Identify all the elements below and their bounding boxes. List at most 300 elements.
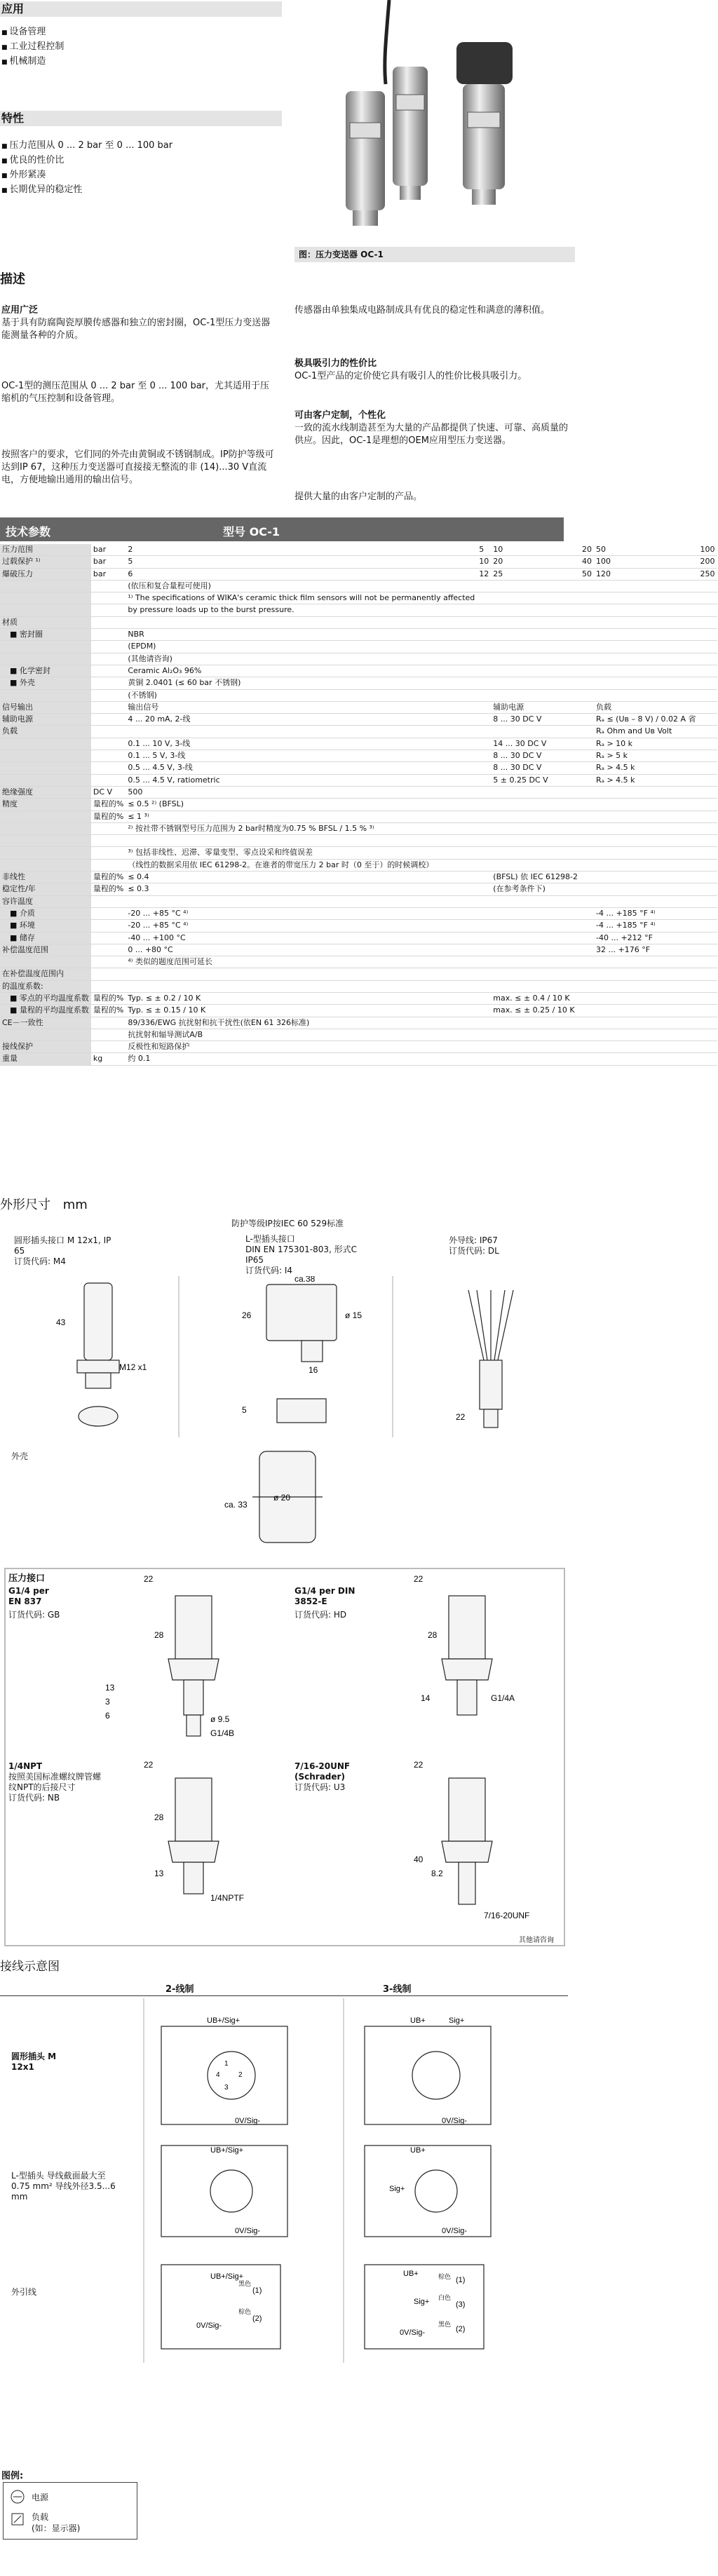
spec-cell: 500 [126, 786, 477, 798]
spec-table [0, 544, 717, 1066]
dim-15: ø 15 [345, 1310, 363, 1320]
spec-cell: 材质 [0, 616, 91, 628]
spec-cell [594, 859, 698, 871]
spec-cell: 0.5 ... 4.5 V, ratiometric [126, 774, 477, 786]
spec-cell [491, 653, 580, 665]
spec-cell [491, 786, 580, 798]
dim-26: 26 [242, 1310, 252, 1320]
spec-row [0, 822, 717, 834]
spec-cell [0, 689, 91, 701]
spec-cell [594, 980, 698, 992]
wiring-col-3: 3-线制 [383, 1984, 412, 1995]
spec-cell [91, 1017, 126, 1029]
dim-8-2: 8.2 [431, 1869, 443, 1878]
spec-cell: -20 ... +85 °C ⁴⁾ [126, 907, 477, 919]
spec-row [0, 556, 717, 568]
dim-22-c: 22 [144, 1760, 154, 1770]
npt-label: 1/4NPT [8, 1761, 43, 1771]
spec-cell [580, 907, 594, 919]
spec-cell [698, 1041, 717, 1053]
spec-cell [698, 592, 717, 604]
spec-cell [477, 956, 491, 968]
spec-cell [0, 811, 91, 822]
spec-cell [698, 883, 717, 895]
spec-cell: CE－一致性 [0, 1017, 91, 1029]
spec-cell: 0.1 ... 10 V, 3-线 [126, 738, 477, 750]
spec-cell [91, 895, 126, 907]
spec-cell [126, 616, 477, 628]
spec-cell: 补偿温度范围 [0, 944, 91, 956]
list-item: ■ 机械制造 [1, 55, 64, 69]
unf-note: 其他请咨询 [519, 1937, 554, 1944]
spec-cell: 5 [126, 556, 477, 568]
spec-cell [580, 738, 594, 750]
spec-cell [126, 968, 477, 980]
desc-right-3-heading: 可由客户定制，个性化 [294, 410, 386, 421]
dim-m12: M12 x1 [119, 1362, 147, 1372]
spec-cell [0, 956, 91, 968]
spec-cell [580, 604, 594, 616]
spec-cell [580, 1053, 594, 1065]
spec-cell [91, 774, 126, 786]
spec-cell: ■ 量程的平均温度系数 [0, 1005, 91, 1017]
dim-5: 5 [242, 1405, 247, 1415]
cable-label: 外导线: IP67 [449, 1235, 498, 1245]
wire-brown-a: 棕色 [238, 2308, 252, 2315]
dim-g14a: G1/4A [491, 1693, 515, 1703]
spec-cell [477, 677, 491, 689]
spec-cell [91, 859, 126, 871]
spec-cell [477, 907, 491, 919]
spec-cell: 20 [491, 556, 580, 568]
spec-cell: ≤ 0.3 [126, 883, 477, 895]
spec-cell [580, 799, 594, 811]
spec-cell [477, 847, 491, 859]
din-ip: IP65 [245, 1255, 264, 1265]
wiring-sig-2: Sig+ [389, 2185, 405, 2193]
pconn-title: 压力接口 [8, 1573, 46, 1584]
dim-22-d: 22 [414, 1760, 424, 1770]
spec-cell [580, 1017, 594, 1029]
spec-row [0, 1029, 717, 1040]
spec-cell: 量程的% [91, 883, 126, 895]
spec-cell [126, 895, 477, 907]
wiring-sig-3: Sig+ [414, 2298, 430, 2306]
spec-cell [477, 895, 491, 907]
spec-cell [580, 932, 594, 944]
spec-cell [594, 665, 698, 677]
legend-supply: 电源 [32, 2493, 49, 2502]
wiring-title: 接线示意图 [0, 1960, 60, 1974]
spec-row [0, 726, 717, 738]
spec-cell [698, 895, 717, 907]
spec-cell: Rₐ Ohm and Uв Volt [594, 726, 698, 738]
spec-cell [580, 653, 594, 665]
spec-cell: ¹⁾ The specifications of WIKA's ceramic thick film sensors will not be permanently affected [126, 592, 477, 604]
spec-cell [698, 714, 717, 726]
spec-cell: 8 ... 30 DC V [491, 714, 580, 726]
spec-cell [91, 677, 126, 689]
spec-row [0, 1017, 717, 1029]
npt-note: 按照美国标准螺纹牌管螺纹NPT的后接尺寸 [8, 1772, 102, 1792]
unf-label: 7/16-20UNF (Schrader) [294, 1761, 351, 1782]
spec-cell [477, 1017, 491, 1029]
connector-drawings [0, 1276, 568, 1444]
spec-cell [580, 944, 594, 956]
spec-cell [126, 726, 477, 738]
spec-cell [491, 604, 580, 616]
spec-cell [91, 641, 126, 653]
spec-cell: 5 ± 0.25 DC V [491, 774, 580, 786]
wiring-header [0, 1981, 568, 1996]
spec-cell: 32 ... +176 °F [594, 944, 698, 956]
spec-cell: -4 ... +185 °F ⁴⁾ [594, 920, 698, 932]
spec-cell: 0.1 ... 5 V, 3-线 [126, 750, 477, 762]
list-item: ■ 优良的性价比 [1, 154, 172, 168]
spec-cell: 250 [698, 568, 717, 580]
dim-28-c: 28 [154, 1812, 164, 1822]
spec-cell [698, 665, 717, 677]
desc-app-text: 基于具有防腐陶瓷厚膜传感器和独立的密封圈，OC-1型压力变送器能测量各种的介质。 [1, 318, 271, 341]
spec-cell [477, 714, 491, 726]
spec-cell [580, 1029, 594, 1040]
dim-20: ø 20 [273, 1493, 291, 1503]
spec-cell [580, 847, 594, 859]
din-label-2: DIN EN 175301-803, 形式C [245, 1245, 357, 1254]
spec-cell [0, 592, 91, 604]
spec-row [0, 616, 717, 628]
wiring-ovsig-3: 0V/Sig- [196, 2321, 222, 2330]
spec-cell [91, 968, 126, 980]
spec-cell [491, 920, 580, 932]
spec-cell [491, 932, 580, 944]
spec-cell: 信号输出 [0, 701, 91, 713]
list-item: ■ 工业过程控制 [1, 40, 64, 55]
spec-cell: 抗扰射和辐导测试A/B [126, 1029, 477, 1040]
spec-cell: 的温度系数: [0, 980, 91, 992]
spec-row [0, 835, 717, 847]
spec-row [0, 762, 717, 774]
list-item: ■ 设备管理 [1, 25, 64, 40]
spec-cell [580, 665, 594, 677]
spec-cell [91, 944, 126, 956]
spec-cell [91, 750, 126, 762]
spec-cell: 负载 [594, 701, 698, 713]
spec-cell: 14 ... 30 DC V [491, 738, 580, 750]
spec-cell: 爆破压力 [0, 568, 91, 580]
housing-drawing [210, 1444, 379, 1564]
spec-cell [698, 677, 717, 689]
spec-cell [91, 847, 126, 859]
spec-cell [91, 616, 126, 628]
legend-title: 图例: [1, 2471, 24, 2481]
spec-cell [491, 1017, 580, 1029]
spec-cell: -4 ... +185 °F ⁴⁾ [594, 907, 698, 919]
spec-cell [580, 895, 594, 907]
spec-cell [91, 1029, 126, 1040]
spec-cell [594, 835, 698, 847]
features-header: 特性 [0, 111, 282, 126]
spec-row [0, 872, 717, 883]
dim-6: 6 [105, 1711, 110, 1721]
spec-cell: 5 [477, 544, 491, 556]
spec-cell: 量程的% [91, 799, 126, 811]
spec-cell [580, 592, 594, 604]
wiring-ub-2: UB+ [410, 2146, 426, 2155]
wiring-ub-1: UB+ [410, 2016, 426, 2025]
spec-cell: Rₐ > 4.5 k [594, 762, 698, 774]
spec-cell [580, 980, 594, 992]
desc-right-2-text: OC-1型产品的定价使它具有吸引人的性价比极具吸引力。 [294, 371, 527, 381]
spec-cell [491, 580, 580, 592]
spec-cell [698, 580, 717, 592]
spec-cell: bar [91, 556, 126, 568]
dim-28-b: 28 [428, 1630, 438, 1640]
spec-cell [580, 677, 594, 689]
spec-cell [698, 653, 717, 665]
spec-cell [491, 1053, 580, 1065]
dims-title [0, 1195, 88, 1213]
spec-cell: kg [91, 1053, 126, 1065]
spec-cell: 辅助电源 [491, 701, 580, 713]
spec-cell: by pressure loads up to the burst pressure. [126, 604, 477, 616]
wiring-ovsig-1: 0V/Sig- [235, 2117, 261, 2125]
list-item: ■ 长期优异的稳定性 [1, 183, 172, 198]
spec-cell: ²⁾ 按社带不锈钢型号压力范围为 2 bar时精度为0.75 % BFSL / 1.5 % ³⁾ [126, 822, 477, 834]
spec-cell [491, 677, 580, 689]
spec-cell: Rₐ ≤ (Uв – 8 V) / 0.02 A 省 [594, 714, 698, 726]
spec-cell [91, 580, 126, 592]
spec-cell [491, 689, 580, 701]
spec-cell: （线性的数据采用依 IEC 61298-2。在谁者的带宽压力 2 bar 时（0 至于）的时候调校） [126, 859, 477, 871]
m12-label: 圆形插头接口 M 12x1, IP 65 [14, 1235, 111, 1256]
spec-row [0, 738, 717, 750]
spec-cell: 重量 [0, 1053, 91, 1065]
spec-cell [594, 1029, 698, 1040]
dim-7-16: 7/16-20UNF [484, 1911, 530, 1920]
spec-cell [0, 1029, 91, 1040]
spec-cell: ■ 零点的平均温度系数 [0, 992, 91, 1004]
spec-cell: 0.5 ... 4.5 V, 3-线 [126, 762, 477, 774]
spec-cell [698, 1053, 717, 1065]
spec-cell [491, 956, 580, 968]
spec-cell [477, 592, 491, 604]
spec-cell [477, 1053, 491, 1065]
wire-white-b: 白色 [438, 2294, 452, 2301]
spec-cell [477, 1005, 491, 1017]
spec-cell [594, 968, 698, 980]
spec-cell [477, 822, 491, 834]
spec-cell [698, 774, 717, 786]
spec-cell [698, 968, 717, 980]
dim-16: 16 [309, 1365, 318, 1375]
spec-row [0, 920, 717, 932]
spec-cell [698, 932, 717, 944]
spec-cell [491, 1029, 580, 1040]
wiring-pin-3: 3 [224, 2084, 229, 2092]
spec-cell: (其他请咨询) [126, 653, 477, 665]
wiring-n1-b: (1) [456, 2276, 466, 2284]
spec-cell: 100 [594, 556, 698, 568]
wiring-lplug-label: L-型插头 导线截面最大至0.75 mm² 导线外径3.5...6 mm [11, 2171, 116, 2202]
spec-row [0, 907, 717, 919]
housing-label: 外壳 [11, 1451, 29, 1461]
spec-cell: ■ 环境 [0, 920, 91, 932]
spec-cell [477, 701, 491, 713]
spec-cell [477, 641, 491, 653]
din-connector-drawing [266, 1284, 337, 1423]
spec-cell: ■ 储存 [0, 932, 91, 944]
spec-cell: 8 ... 30 DC V [491, 750, 580, 762]
spec-cell [491, 907, 580, 919]
spec-cell [698, 738, 717, 750]
load-icon [9, 2511, 26, 2528]
spec-cell: -40 ... +100 °C [126, 932, 477, 944]
wiring-m12-label: 圆形插头 M 12x1 [11, 2052, 57, 2072]
spec-cell [594, 629, 698, 641]
npt-code: 订货代码: NB [8, 1793, 60, 1803]
spec-cell [91, 653, 126, 665]
spec-cell [580, 629, 594, 641]
spec-cell: 200 [698, 556, 717, 568]
spec-cell: 50 [580, 568, 594, 580]
spec-cell: 40 [580, 556, 594, 568]
spec-cell [477, 980, 491, 992]
dim-ca38: ca.38 [294, 1276, 316, 1284]
spec-cell: 黄铜 2.0401 (≤ 60 bar 不锈钢) [126, 677, 477, 689]
spec-cell [91, 604, 126, 616]
spec-cell [91, 835, 126, 847]
spec-cell [491, 629, 580, 641]
spec-cell [477, 689, 491, 701]
m12-code: 订货代码: M4 [14, 1256, 66, 1266]
spec-cell: 10 [477, 556, 491, 568]
features-list [1, 139, 172, 198]
spec-cell [477, 859, 491, 871]
spec-cell [477, 774, 491, 786]
spec-cell [0, 774, 91, 786]
spec-cell [0, 847, 91, 859]
spec-cell [594, 677, 698, 689]
desc-right-1: 传感器由单独集成电路制成具有优良的稳定性和满意的薄积值。 [294, 305, 550, 316]
spec-cell [91, 689, 126, 701]
spec-cell [698, 786, 717, 798]
pressure-port-drawings [0, 1568, 568, 1946]
spec-cell [91, 738, 126, 750]
spec-cell: 约 0.1 [126, 1053, 477, 1065]
dim-13-b: 13 [154, 1869, 164, 1878]
spec-cell: 输出信号 [126, 701, 477, 713]
spec-cell: 50 [594, 544, 698, 556]
spec-cell [0, 750, 91, 762]
spec-cell [477, 786, 491, 798]
spec-cell [580, 714, 594, 726]
spec-cell: Typ. ≤ ± 0.15 / 10 K [126, 1005, 477, 1017]
spec-row [0, 992, 717, 1004]
legend-load: 负载 [32, 2512, 49, 2522]
spec-cell: 120 [594, 568, 698, 580]
spec-cell: (依压和复合量程可使用) [126, 580, 477, 592]
desc-right-3-text: 一致的流水线制造甚至为大量的产品都提供了快速、可靠、高质量的供应。因此，OC-1是理想的OEM应用型压力变送器。 [294, 423, 569, 446]
spec-cell [491, 726, 580, 738]
legend-load-note: (如：显示器) [32, 2523, 81, 2533]
spec-cell: (EPDM) [126, 641, 477, 653]
spec-cell: ■ 外壳 [0, 677, 91, 689]
spec-cell [698, 956, 717, 968]
spec-cell [698, 907, 717, 919]
spec-cell [491, 835, 580, 847]
spec-cell [580, 701, 594, 713]
spec-cell: 量程的% [91, 872, 126, 883]
spec-cell [0, 580, 91, 592]
spec-row [0, 1041, 717, 1053]
spec-row [0, 641, 717, 653]
spec-row [0, 968, 717, 980]
spec-row [0, 689, 717, 701]
spec-cell [491, 944, 580, 956]
spec-cell [580, 616, 594, 628]
spec-cell [0, 653, 91, 665]
spec-cell: ≤ 0.5 ²⁾ (BFSL) [126, 799, 477, 811]
wiring-n2-b: (2) [456, 2325, 466, 2333]
din-label-1: L-型插头接口 [245, 1234, 295, 1244]
spec-cell [580, 811, 594, 822]
spec-band-model: 型号 OC-1 [223, 525, 280, 538]
spec-cell: 辅助电源 [0, 714, 91, 726]
spec-cell [477, 762, 491, 774]
spec-cell [0, 762, 91, 774]
spec-cell [126, 980, 477, 992]
spec-cell [0, 822, 91, 834]
spec-cell [698, 992, 717, 1004]
din-note: 防护等级IP按IEC 60 529标准 [231, 1219, 344, 1228]
spec-row [0, 544, 717, 556]
wiring-ub-3: UB+ [403, 2270, 419, 2278]
g14b-code: 订货代码: HD [294, 1610, 347, 1620]
spec-cell: 负载 [0, 726, 91, 738]
spec-cell [491, 980, 580, 992]
wiring-n2-a: (2) [252, 2314, 262, 2323]
spec-cell: -40 ... +212 °F [594, 932, 698, 944]
dim-33: ca. 33 [224, 1500, 248, 1510]
desc-app-heading: 应用广泛 [1, 305, 39, 316]
spec-cell [91, 726, 126, 738]
spec-cell [580, 750, 594, 762]
spec-row [0, 932, 717, 944]
spec-cell [477, 1029, 491, 1040]
spec-row [0, 1005, 717, 1017]
spec-cell: ≤ 0.4 [126, 872, 477, 883]
spec-cell [580, 956, 594, 968]
spec-cell [594, 992, 698, 1004]
spec-cell [580, 920, 594, 932]
g14-label: G1/4 per EN 837 [8, 1586, 49, 1606]
spec-cell [580, 1005, 594, 1017]
wire-brown-b: 棕色 [438, 2273, 452, 2280]
wiring-ubsig-1: UB+/Sig+ [207, 2016, 241, 2025]
spec-cell [477, 750, 491, 762]
product-photo [319, 0, 571, 238]
spec-cell [698, 859, 717, 871]
spec-cell: 量程的% [91, 1005, 126, 1017]
spec-cell: 在补偿温度范围内 [0, 968, 91, 980]
spec-cell [91, 592, 126, 604]
spec-cell [580, 992, 594, 1004]
spec-cell [580, 762, 594, 774]
wiring-ov-1: 0V/Sig- [442, 2117, 468, 2125]
spec-cell [698, 616, 717, 628]
spec-cell [477, 604, 491, 616]
